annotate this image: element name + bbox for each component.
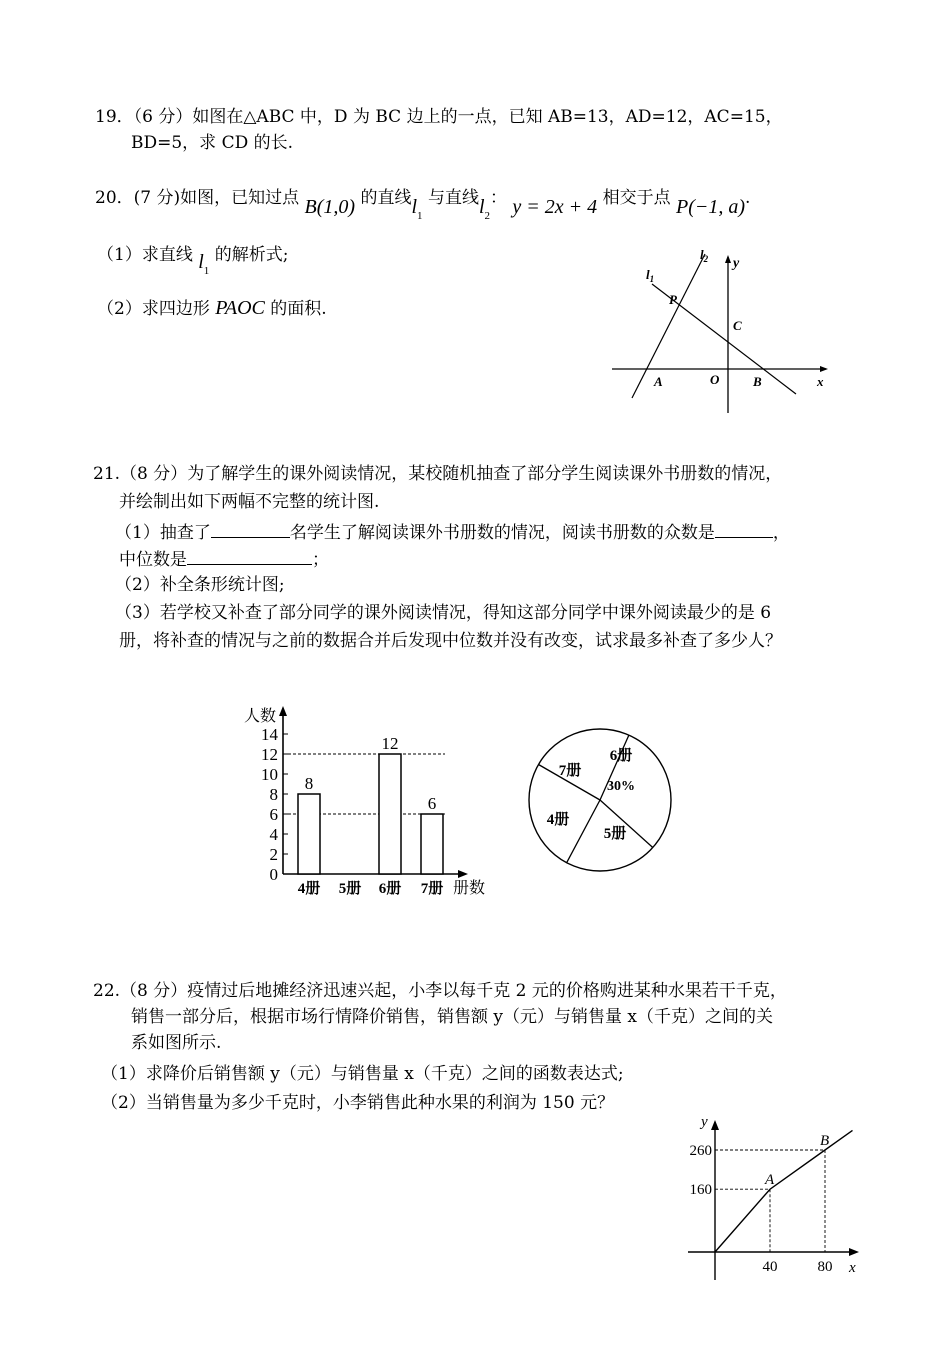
q19-line1: 19．（6 分）如图在△ABC 中，D 为 BC 边上的一点，已知 AB=13，AD=12，AC=15， bbox=[95, 107, 783, 127]
pie-slice-label: 4册 bbox=[546, 812, 570, 828]
q20-l1: $l_1$ bbox=[411, 196, 423, 222]
q22-line-chart bbox=[680, 1110, 880, 1280]
q20-label-a: A bbox=[654, 374, 663, 389]
q20-label-l1: $l_1$ bbox=[646, 267, 655, 284]
bar-y-arrow-icon bbox=[279, 706, 287, 716]
q20-part1 bbox=[97, 243, 289, 277]
q20-part1-l1: $l_1$ bbox=[198, 251, 210, 277]
line-x-tick-label: 40 bbox=[762, 1259, 778, 1275]
bar-y-label: 人数 bbox=[244, 708, 277, 725]
q21-blank-count[interactable] bbox=[211, 519, 290, 538]
bar bbox=[421, 814, 443, 874]
q20-mid1: 的直线 bbox=[360, 188, 412, 208]
q20-statement bbox=[95, 186, 751, 222]
q20-part2-shape: PAOC bbox=[215, 297, 265, 319]
line-series bbox=[715, 1130, 853, 1252]
q20-point-b: B(1,0) bbox=[304, 196, 356, 218]
q20-prefix: 20．(7 分)如图，已知过点 bbox=[95, 188, 300, 208]
q22-line5: （2）当销售量为多少千克时，小李销售此种水果的利润为 150 元？ bbox=[101, 1093, 615, 1113]
bar-x-arrow-icon bbox=[458, 870, 468, 878]
q22-line4: （1）求降价后销售额 y（元）与销售量 x（千克）之间的函数表达式; bbox=[101, 1064, 624, 1084]
pie-slice-label: 6册 bbox=[609, 748, 633, 764]
bar-y-tick-label: 2 bbox=[269, 845, 278, 864]
q20-l2: $l_2$ bbox=[478, 196, 491, 222]
bar-data-label: 12 bbox=[381, 734, 399, 753]
q20-part2-tail: 的面积. bbox=[270, 299, 327, 319]
q20-part2-text: （2）求四边形 bbox=[97, 299, 210, 319]
bar-y-tick-label: 0 bbox=[269, 865, 278, 884]
pie-slice-label: 5册 bbox=[603, 826, 627, 842]
q20-label-b: B bbox=[753, 374, 762, 389]
bar-y-tick-label: 10 bbox=[261, 765, 278, 784]
q21-line4 bbox=[119, 546, 329, 571]
q21-blank-mode[interactable] bbox=[715, 519, 773, 538]
q20-label-x: x bbox=[817, 374, 824, 389]
bar bbox=[298, 794, 320, 874]
q20-x-arrow-icon bbox=[820, 366, 828, 372]
q20-mid3: 相交于点 bbox=[602, 188, 671, 208]
q20-label-l2: $l_2$ bbox=[700, 247, 709, 264]
q21-blank-median[interactable] bbox=[187, 546, 312, 565]
q20-label-p: P bbox=[669, 292, 677, 307]
bar-category-label: 6册 bbox=[378, 881, 402, 897]
q20-point-p: P(−1, a) bbox=[675, 196, 746, 218]
q21-line3-b: 名学生了解阅读课外书册数的情况，阅读书册数的众数是 bbox=[289, 523, 715, 543]
q22-line3: 系如图所示. bbox=[131, 1033, 222, 1053]
q21-line3-c: ， bbox=[772, 523, 790, 543]
bar-category-label: 5册 bbox=[338, 881, 362, 897]
bar-x-label: 册数 bbox=[453, 880, 486, 897]
q21-line2: 并绘制出如下两幅不完整的统计图. bbox=[119, 492, 380, 512]
pie-percent-label: 30% bbox=[607, 779, 635, 794]
q21-line4-a: 中位数是 bbox=[119, 550, 187, 570]
q21-line7: 册，将补查的情况与之前的数据合并后发现中位数并没有改变，试求最多补查了多少人？ bbox=[119, 631, 782, 651]
q20-part2 bbox=[97, 297, 327, 320]
q20-colon: ： bbox=[490, 188, 508, 208]
line-y-label: y bbox=[701, 1114, 708, 1130]
line-x-label: x bbox=[849, 1260, 856, 1276]
q20-part1-tail: 的解析式; bbox=[214, 245, 289, 265]
q22-line2: 销售一部分后，根据市场行情降价销售，销售额 y（元）与销售量 x（千克）之间的关 bbox=[131, 1007, 773, 1027]
q20-label-c: C bbox=[733, 318, 742, 333]
q20-part1-text: （1）求直线 bbox=[97, 245, 193, 265]
bar-y-tick-label: 14 bbox=[261, 725, 278, 744]
q20-label-y: y bbox=[733, 256, 740, 271]
bar-category-label: 4册 bbox=[297, 881, 321, 897]
line-y-tick-label: 260 bbox=[689, 1143, 712, 1159]
bar bbox=[379, 754, 401, 874]
q19-line2: BD=5，求 CD 的长. bbox=[131, 133, 294, 153]
bar-y-tick-label: 6 bbox=[269, 805, 278, 824]
q21-line4-b: ； bbox=[312, 550, 329, 570]
line-x-tick-label: 80 bbox=[817, 1259, 833, 1275]
q22-line1: 22.（8 分）疫情过后地摊经济迅速兴起，小李以每千克 2 元的价格购进某种水果若干千克， bbox=[93, 981, 787, 1001]
q21-pie-chart bbox=[525, 730, 675, 880]
q21-line3 bbox=[115, 519, 790, 544]
line-x-arrow-icon bbox=[849, 1248, 859, 1256]
q20-equation: y = 2x + 4 bbox=[512, 196, 598, 218]
pie-slice-label: 7册 bbox=[558, 763, 582, 779]
bar-y-tick-label: 12 bbox=[261, 745, 278, 764]
q20-figure bbox=[600, 240, 840, 405]
bar-y-tick-label: 4 bbox=[269, 825, 278, 844]
q21-line6: （3）若学校又补查了部分同学的课外阅读情况，得知这部分同学中课外阅读最少的是 6 bbox=[115, 603, 772, 623]
bar-y-tick-label: 8 bbox=[269, 785, 278, 804]
line-point-label: B bbox=[820, 1133, 830, 1149]
bar-category-label: 7册 bbox=[420, 881, 444, 897]
q20-end: . bbox=[745, 188, 751, 208]
q21-bar-chart bbox=[240, 700, 500, 900]
q20-mid2: 与直线 bbox=[427, 188, 479, 208]
q20-line-l2 bbox=[632, 254, 705, 398]
line-y-tick-label: 160 bbox=[689, 1182, 712, 1199]
bar-data-label: 6 bbox=[427, 794, 437, 813]
q21-line1: 21.（8 分）为了解学生的课外阅读情况，某校随机抽查了部分学生阅读课外书册数的情况， bbox=[93, 464, 783, 484]
q21-line5: （2）补全条形统计图; bbox=[115, 575, 285, 595]
line-point-label: A bbox=[765, 1172, 775, 1189]
q21-line3-a: （1）抽查了 bbox=[115, 523, 211, 543]
q20-label-o: O bbox=[710, 372, 720, 387]
line-y-arrow-icon bbox=[711, 1120, 719, 1130]
bar-data-label: 8 bbox=[304, 774, 314, 793]
q20-y-arrow-icon bbox=[725, 255, 731, 263]
